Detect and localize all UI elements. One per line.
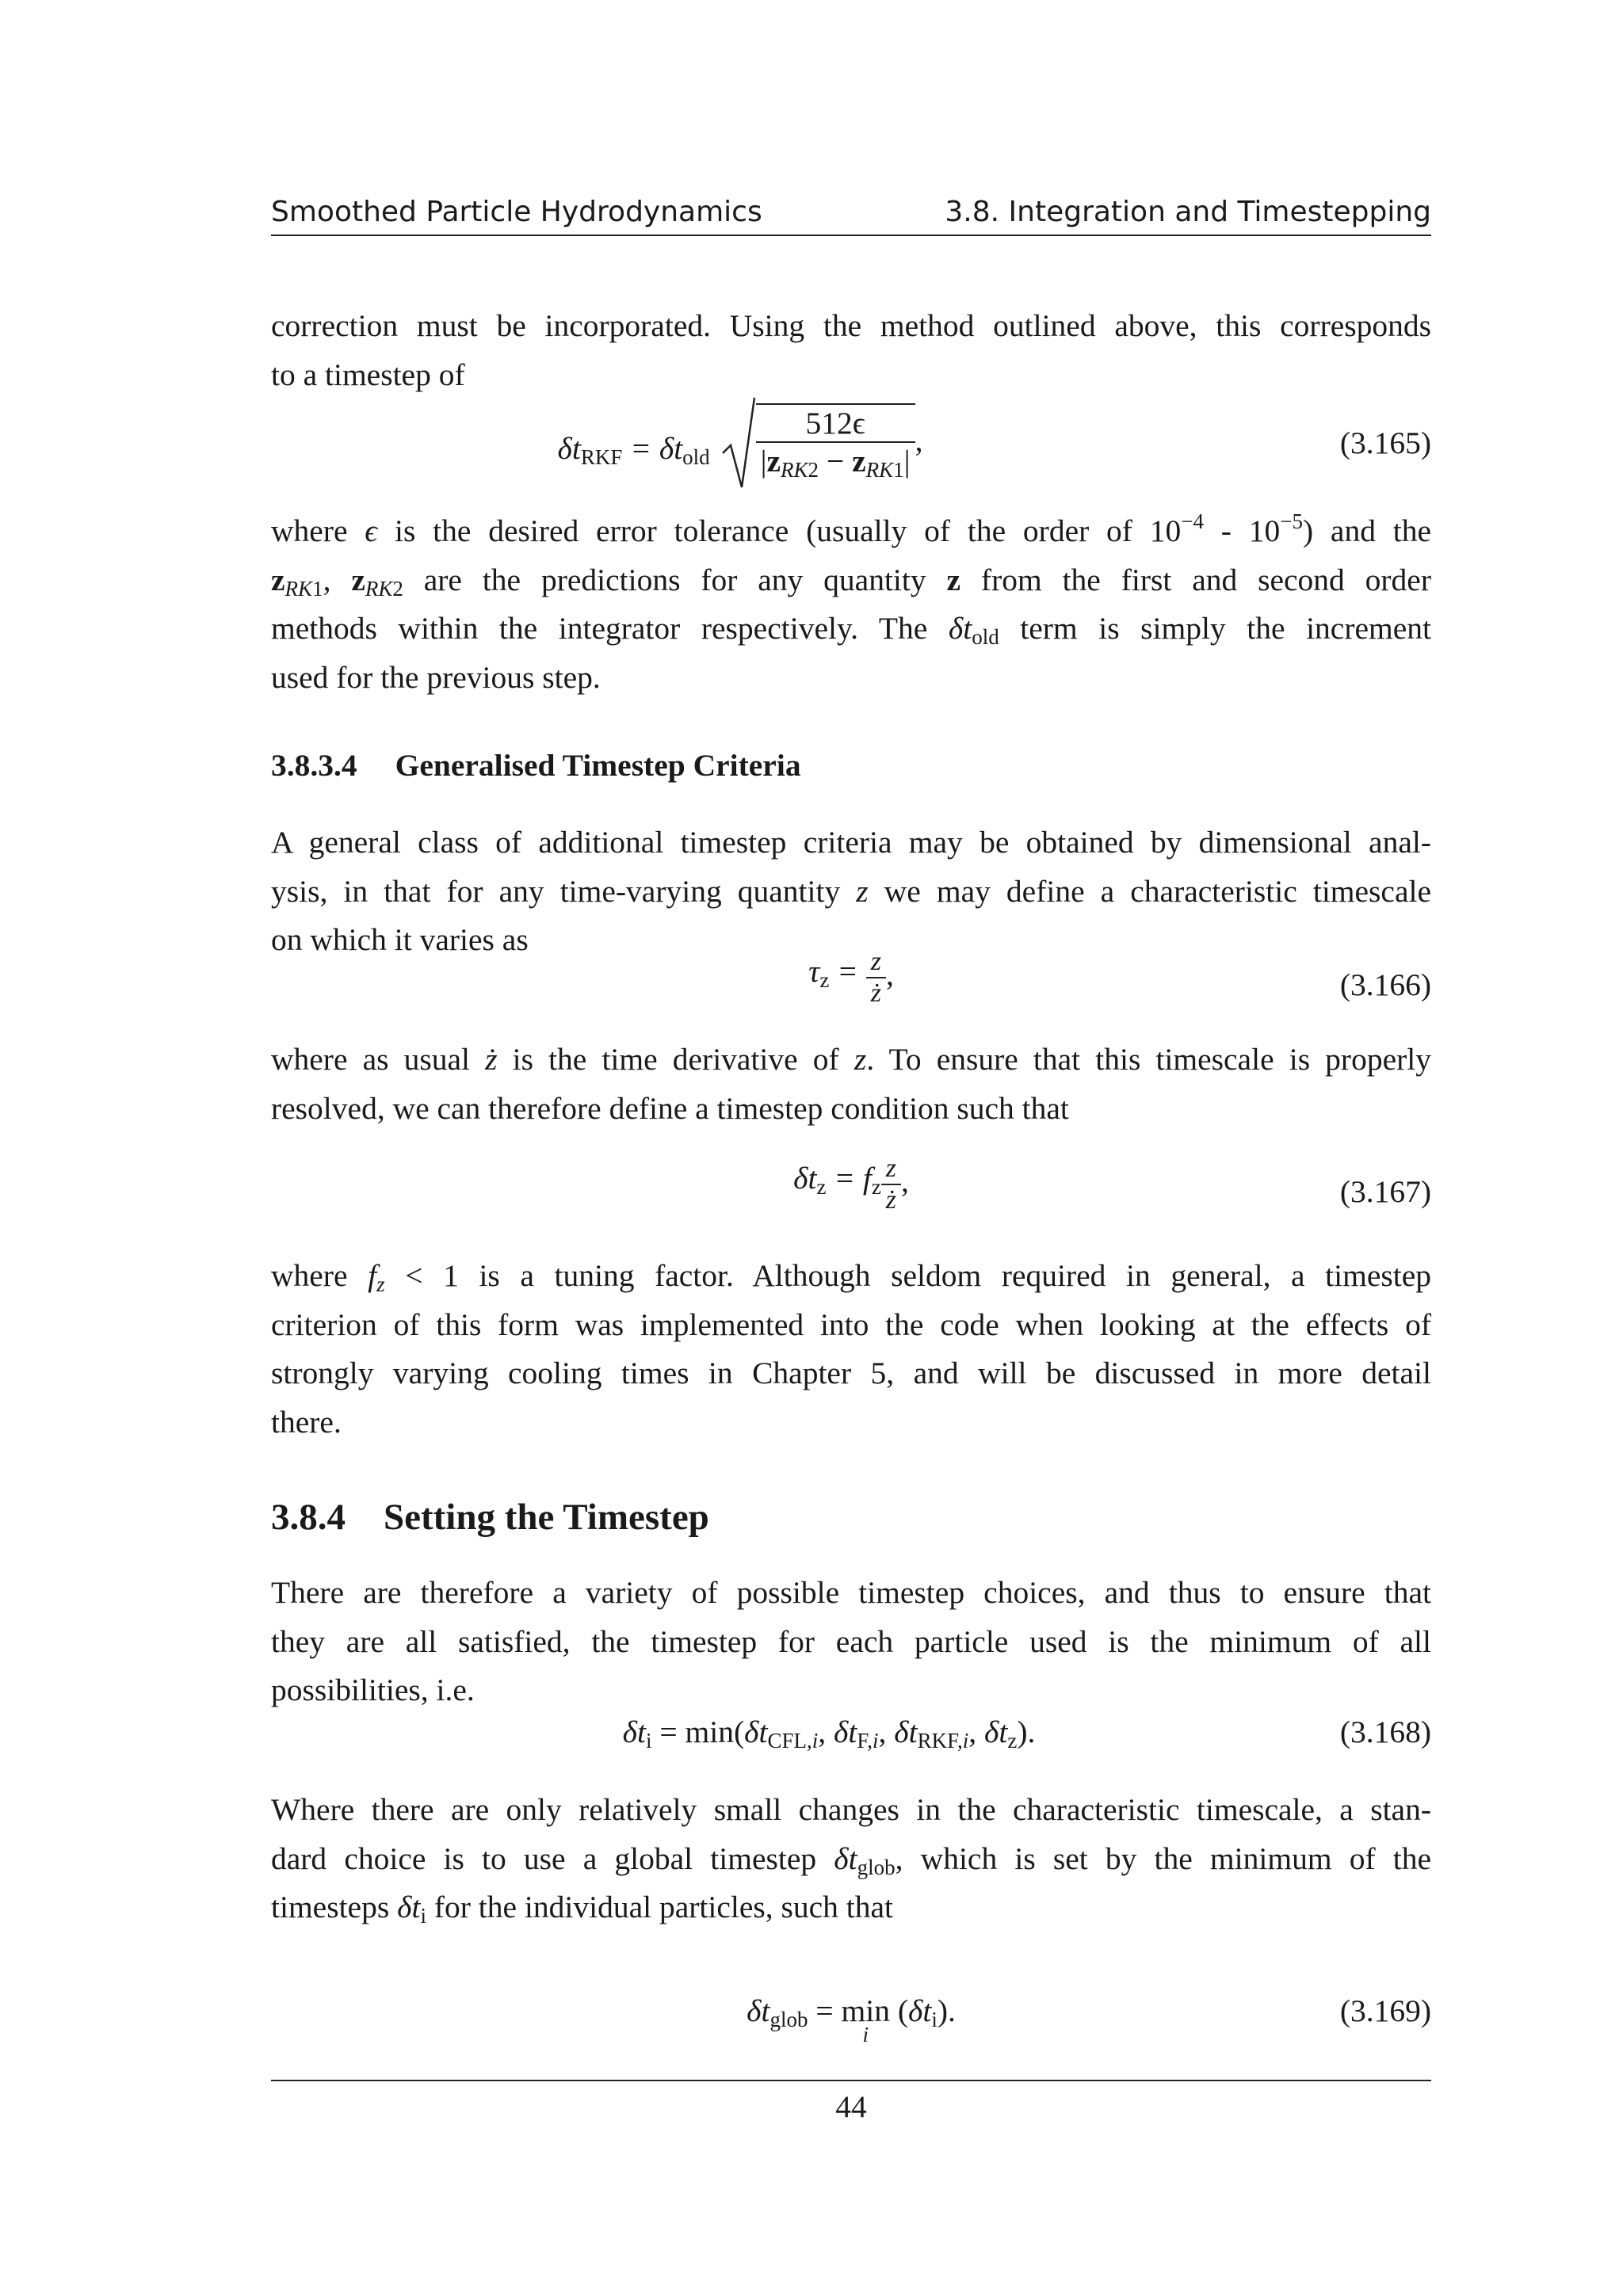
paragraph — [271, 1786, 1431, 1932]
fraction: $\frac{z}{ż}$ — [881, 1154, 901, 1215]
text-line: there. — [271, 1404, 342, 1440]
equation-3-167: $\delta t_z = f_z$ $\frac{z}{ż}$ , (3.167) — [793, 1154, 1431, 1215]
equation-number: (3.168) — [1339, 1714, 1431, 1749]
text-line: timesteps $\delta t_i$ for the individual particles, such that — [271, 1890, 894, 1928]
paragraph — [271, 1569, 1431, 1715]
paragraph — [271, 302, 1431, 399]
equation-number: (3.169) — [1339, 1993, 1431, 2028]
running-header — [271, 190, 1431, 236]
equation-3-166: $\tau_z$ = $\frac{z}{ż}$ , (3.166) — [808, 947, 1431, 1008]
text-line: on which it varies as — [271, 922, 529, 957]
text-line: criterion of this form was implemented into the code when looking at the effects of — [271, 1306, 1431, 1342]
equation-number: (3.165) — [1339, 425, 1431, 460]
text-line: resolved, we can therefore define a timestep condition such that — [271, 1090, 1069, 1126]
text-line: correction must be incorporated. Using the method outlined above, this corresponds — [271, 308, 1431, 343]
fraction: $\frac{z}{ż}$ — [866, 947, 886, 1009]
equation-3-169: $\delta t_{glob} = \min$ i $(\delta t_i)$. (3.169) — [747, 1993, 1431, 2046]
text-line: to a timestep of — [271, 357, 465, 392]
paragraph — [271, 1252, 1431, 1447]
subsubsection-heading: 3.8.3.4 Generalised Timestep Criteria — [271, 748, 801, 783]
numerator: 512ϵ — [805, 406, 865, 441]
equation-number: (3.167) — [1339, 1174, 1431, 1209]
header-left: Smoothed Particle Hydrodynamics — [271, 196, 762, 228]
text-line: ysis, in that for any time-varying quantity z we may define a characteristic timescale — [271, 873, 1431, 909]
text-line: where ϵ is the desired error tolerance (usually of the order of $10^{-4} - 10^{-5}$) and the — [271, 509, 1431, 548]
text-line: used for the previous step. — [271, 659, 601, 695]
paragraph — [271, 507, 1431, 702]
footer-rule — [271, 2080, 1431, 2081]
equation-3-168: $\delta t_i = \min(\delta t_{CFL,i}$, $\delta t_{F,i}$, $\delta t_{RKF,i}$, $\delta t_z$). (3.168) — [622, 1714, 1431, 1753]
text-line: strongly varying cooling times in Chapter 5, and will be discussed in more detail — [271, 1356, 1431, 1390]
text-line: $z_{RK1}$, $z_{RK2}$ are the predictions for any quantity z from the first and second order — [271, 562, 1431, 601]
page-number: 44 — [835, 2089, 867, 2124]
text-line: they are all satisfied, the timestep for each particle used is the minimum of all — [271, 1623, 1431, 1659]
paragraph — [271, 818, 1431, 965]
text-line: There are therefore a variety of possible timestep choices, and thus to ensure that — [271, 1575, 1431, 1610]
equation-3-165: $\delta t_{RKF} = \delta t_{old}$ $\frac{512\epsilon}{|z_{RK2} - z_{RK1}|}$ , (3.165) — [271, 396, 1431, 499]
fraction: $\frac{512\epsilon}{|z_{RK2} - z_{RK1}|}$ — [756, 405, 915, 479]
page — [271, 0, 1431, 2296]
text-line: A general class of additional timestep criteria may be obtained by dimensional anal- — [271, 825, 1431, 860]
equation-number: (3.166) — [1339, 967, 1431, 1002]
text-line: Where there are only relatively small changes in the characteristic timescale, a stan- — [271, 1792, 1431, 1827]
text-line: where $f_z < 1$ is a tuning factor. Although seldom required in general, a timestep — [271, 1258, 1432, 1296]
header-right: 3.8. Integration and Timestepping — [945, 196, 1431, 228]
text-line: where as usual ż is the time derivative of z. To ensure that this timescale is properly — [271, 1042, 1431, 1077]
subsection-heading: 3.8.4 Setting the Timestep — [271, 1497, 709, 1538]
text-line: dard choice is to use a global timestep $\delta t_{glob}$, which is set by the minimum of the — [271, 1840, 1432, 1879]
paragraph — [271, 1035, 1431, 1133]
text-line: possibilities, i.e. — [271, 1672, 475, 1707]
text-line: methods within the integrator respectively. The $\delta t_{old}$ term is simply the increment — [271, 611, 1431, 649]
sqrt-sign-icon — [721, 396, 756, 491]
